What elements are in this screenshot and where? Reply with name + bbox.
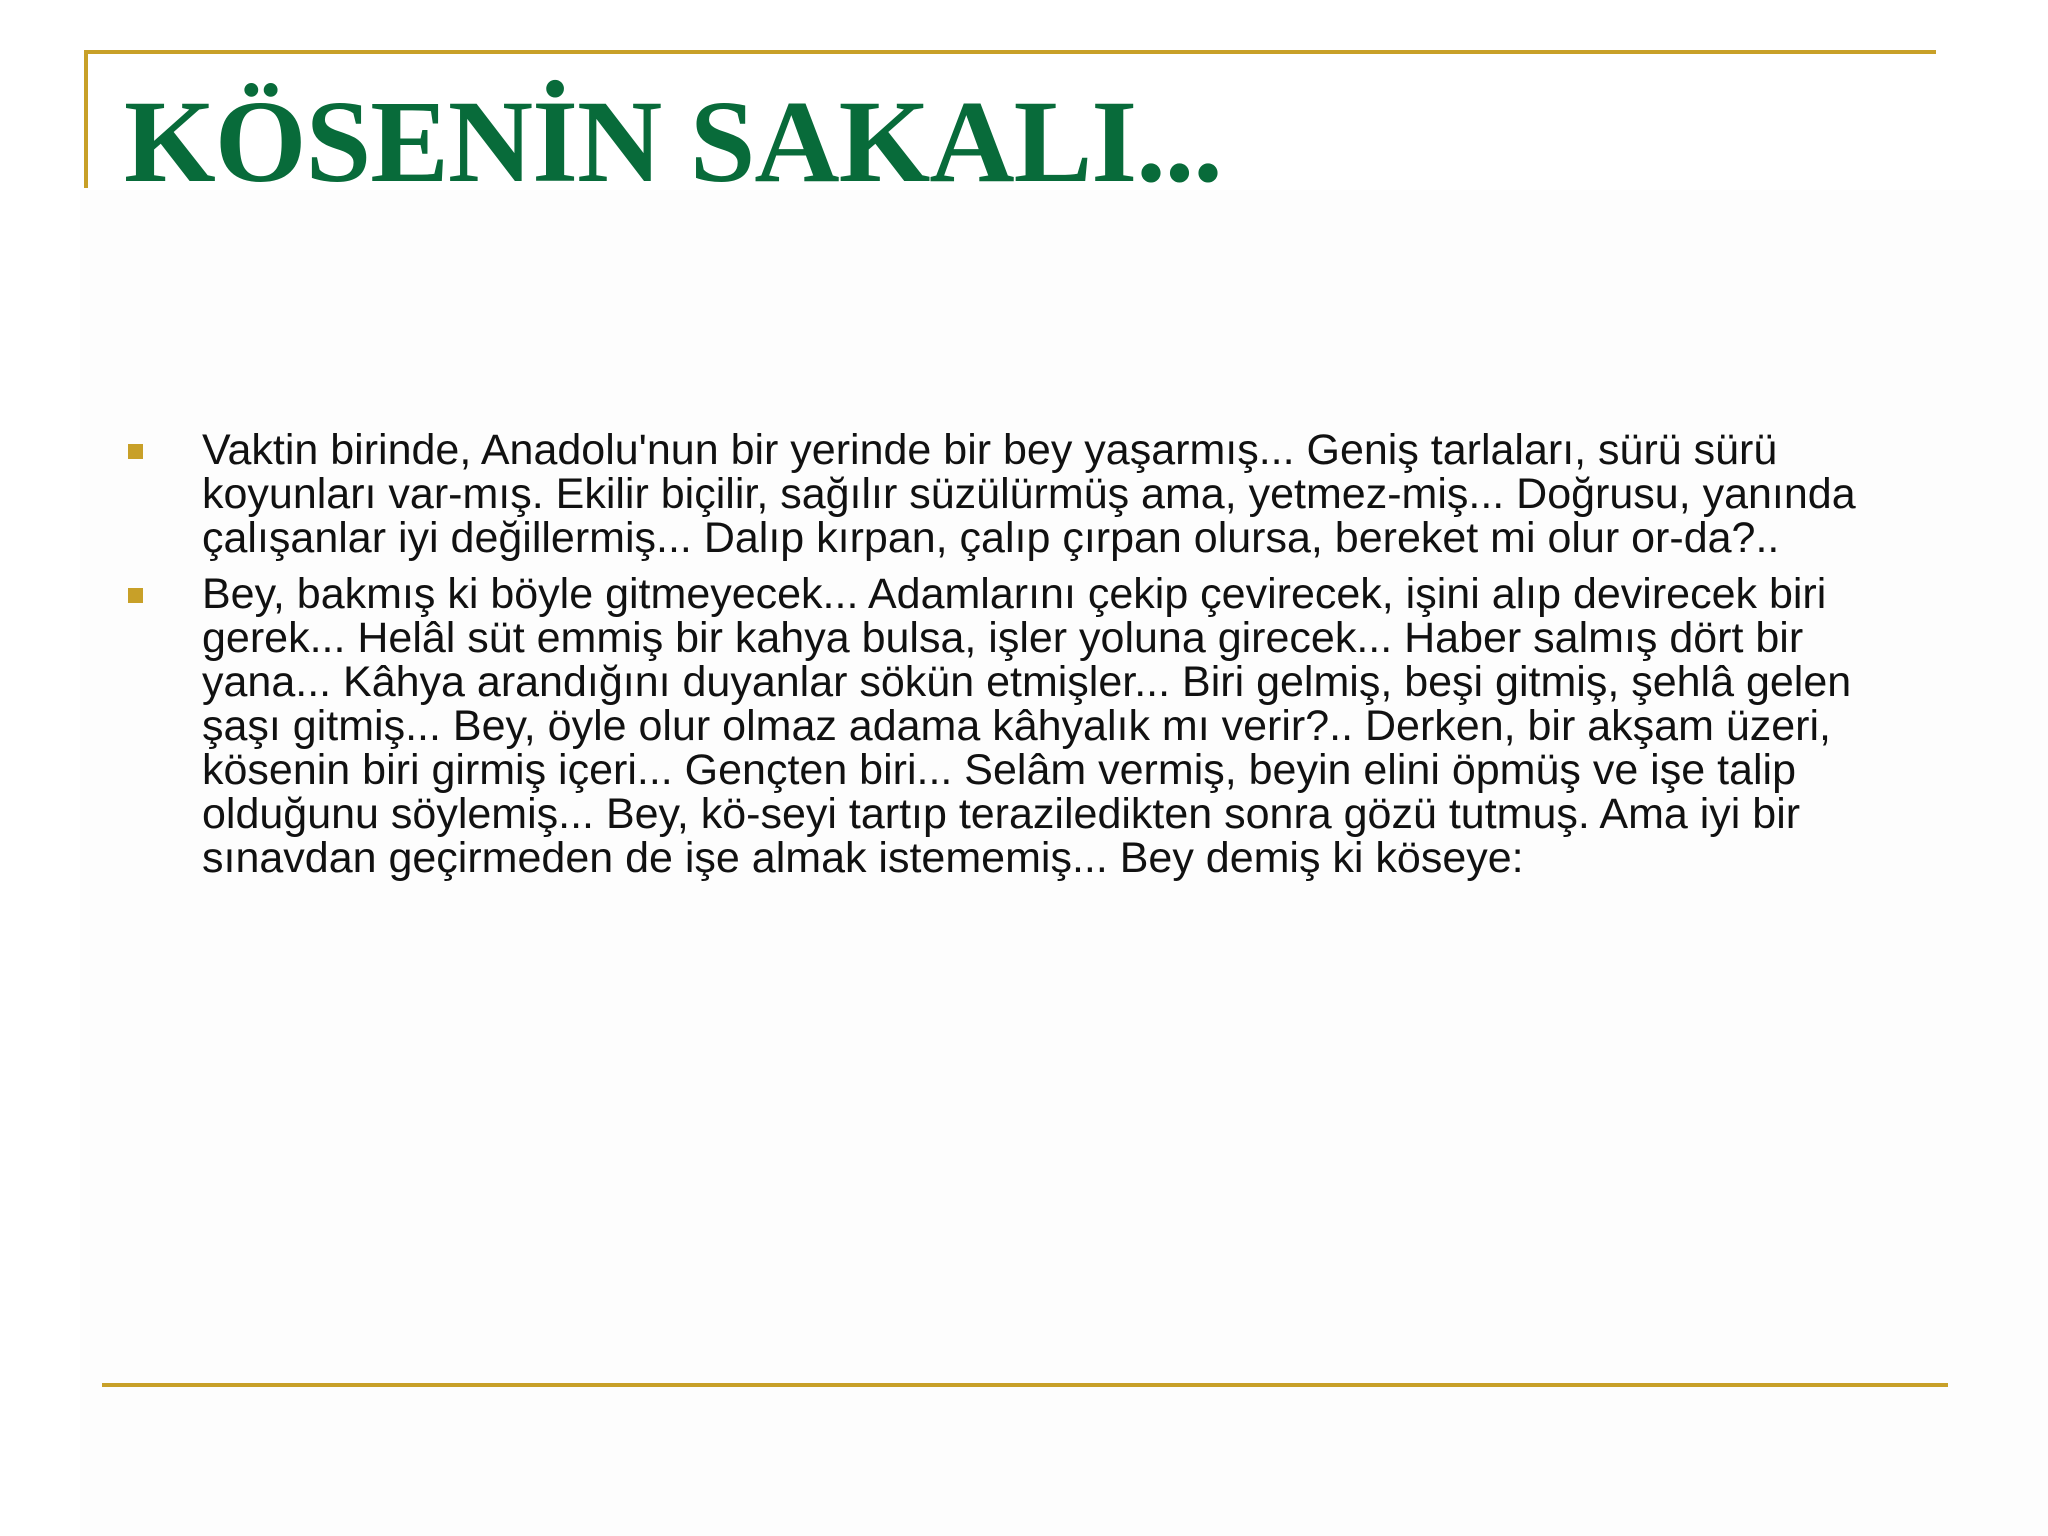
bullet-item — [124, 572, 1924, 880]
title-left-divider — [84, 50, 88, 188]
square-bullet-icon — [128, 444, 143, 459]
bullet-text: Bey, bakmış ki böyle gitmeyecek... Adamlarını çekip çevirecek, işini alıp devirecek biri gerek... Helâl süt emmiş bir kahya bulsa, işler yoluna girecek... Haber salmış dört bir yana... Kâhya arandığını duyanlar sökün etmişler... Biri gelmiş, beşi gitmiş, şehlâ gelen şaşı gitmiş... Bey, öyle olur olmaz adama kâhyalık mı verir?.. Derken, bir akşam üzeri, kösenin biri girmiş içeri... Gençten biri... Selâm vermiş, beyin elini öpmüş ve işe talip olduğunu söylemiş... Bey, kö-seyi tartıp teraziledikten sonra gözü tutmuş. Ama iyi bir sınavdan geçirmeden de işe almak istememiş... Bey demiş ki köseye: — [202, 570, 1852, 882]
slide-title: KÖSENİN SAKALI... — [124, 76, 1222, 207]
square-bullet-icon — [128, 588, 143, 603]
bullet-item — [124, 428, 1924, 560]
top-divider — [84, 50, 1936, 54]
bullet-list — [124, 428, 1924, 892]
bottom-divider — [102, 1383, 1948, 1387]
bullet-text: Vaktin birinde, Anadolu'nun bir yerinde bir bey yaşarmış... Geniş tarlaları, sürü sürü koyunları var-mış. Ekilir biçilir, sağılır süzülürmüş ama, yetmez-miş... Doğrusu, yanında çalışanlar iyi değillermiş... Dalıp kırpan, çalıp çırpan olursa, bereket mi olur or-da?.. — [202, 426, 1856, 562]
